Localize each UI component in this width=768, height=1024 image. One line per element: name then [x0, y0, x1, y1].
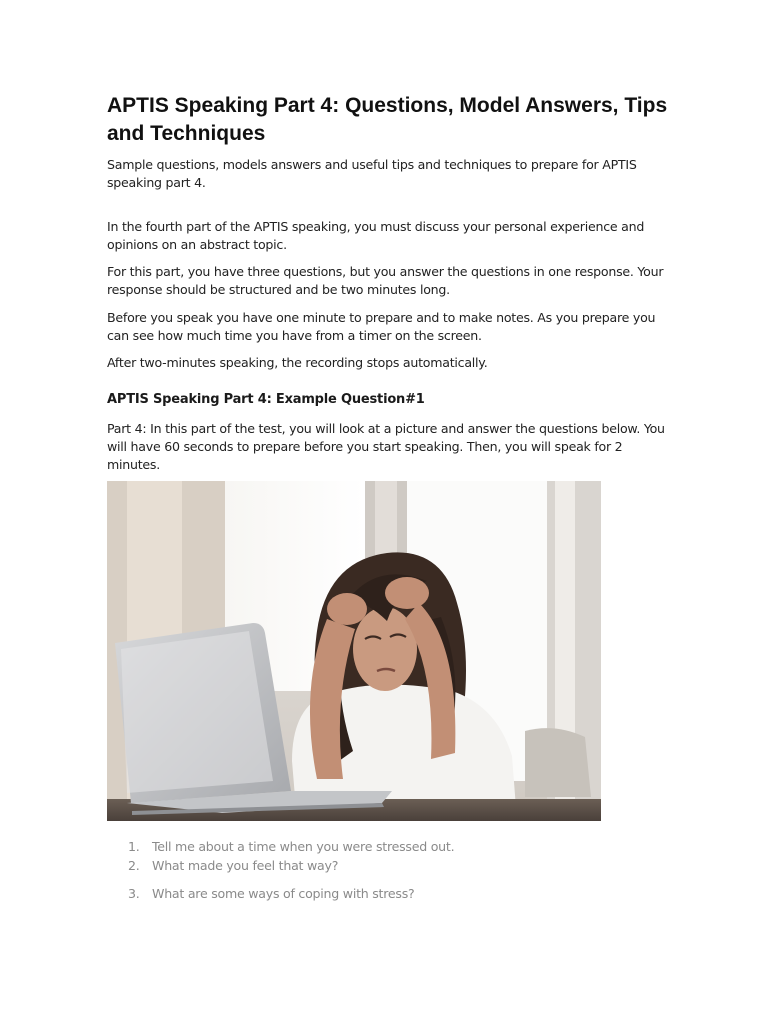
- example-instructions: Part 4: In this part of the test, you will look at a picture and answer the questions below. You will have 60 seconds to prepare before you start speaking. Then, you will speak for 2 minutes.: [107, 421, 665, 472]
- question-item: [128, 838, 454, 856]
- question-number: 1.: [128, 839, 140, 854]
- page-title: APTIS Speaking Part 4: Questions, Model Answers, Tips and Techniques: [107, 94, 668, 145]
- intro-paragraph: Sample questions, models answers and useful tips and techniques to prepare for APTIS speaking part 4.: [107, 157, 637, 190]
- stressed-woman-photo: [107, 481, 601, 821]
- paragraph-three-questions: For this part, you have three questions, but you answer the questions in one response. Your response should be structured and be two minutes long.: [107, 264, 664, 297]
- question-number: 3.: [128, 886, 140, 901]
- paragraph-prepare-time: Before you speak you have one minute to prepare and to make notes. As you prepare you can see how much time you have from a timer on the screen.: [107, 310, 656, 343]
- question-text: What are some ways of coping with stress?: [152, 886, 415, 901]
- example-question-heading: APTIS Speaking Part 4: Example Question#1: [107, 392, 425, 407]
- question-item: [128, 885, 414, 903]
- question-item: [128, 857, 338, 875]
- question-text: What made you feel that way?: [152, 858, 339, 873]
- paragraph-recording-stops: After two-minutes speaking, the recording stops automatically.: [107, 355, 488, 370]
- question-text: Tell me about a time when you were stressed out.: [152, 839, 455, 854]
- paragraph-fourth-part: In the fourth part of the APTIS speaking, you must discuss your personal experience and opinions on an abstract topic.: [107, 219, 645, 252]
- question-number: 2.: [128, 858, 140, 873]
